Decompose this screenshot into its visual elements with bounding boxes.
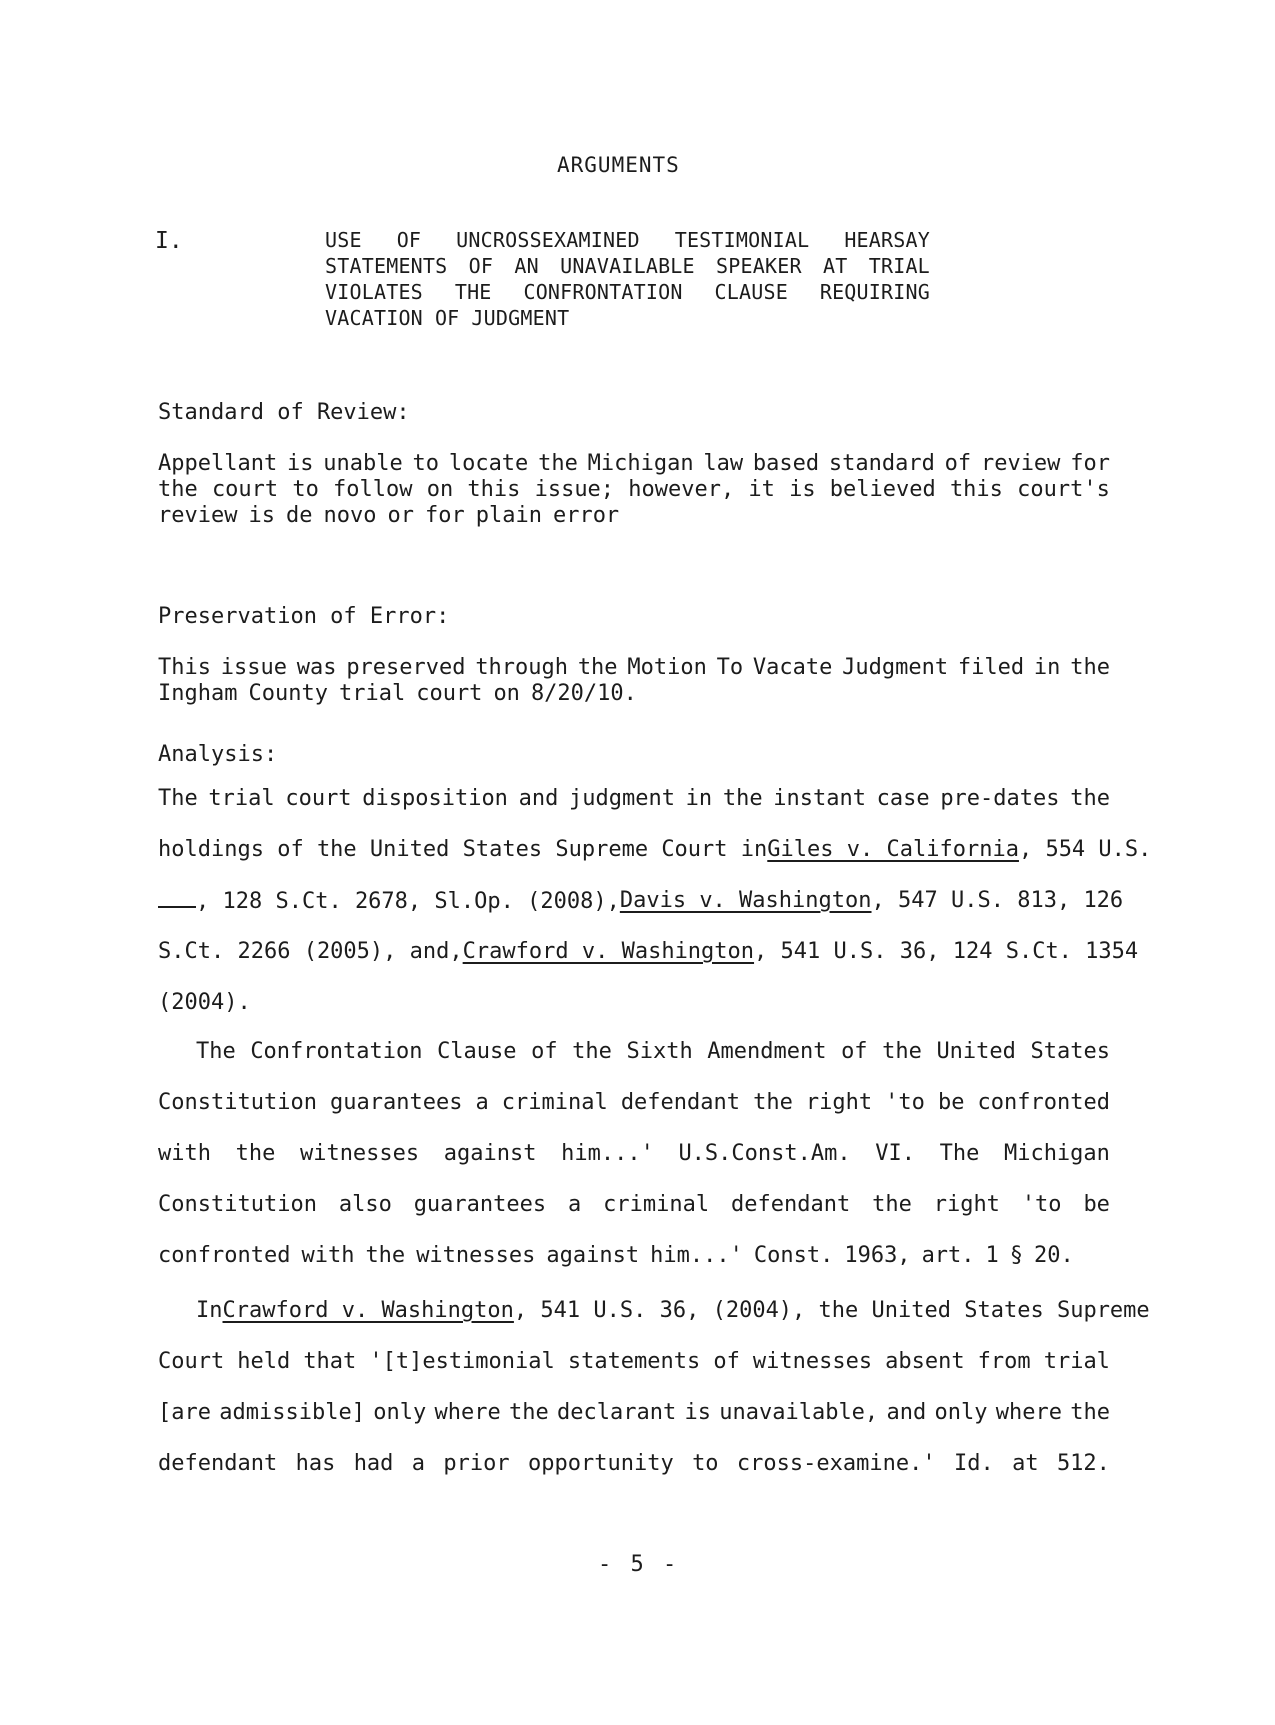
word: where [434,1400,501,1425]
word: on [493,681,520,706]
word: Sixth [626,1039,693,1064]
word: with [158,1141,211,1166]
word: novo [323,503,377,528]
text-segment: , 554 U.S. [1018,837,1152,862]
word: Court [158,1349,225,1374]
heading-line [325,279,930,305]
word: had [353,1451,394,1476]
text-line [158,888,1124,939]
word: de [285,503,313,528]
word: unavailable, [719,1400,879,1425]
heading-word: VIOLATES [325,280,423,304]
heading-word: STATEMENTS [325,254,448,278]
word: U.S.Const.Am. [678,1141,851,1166]
text-line [158,939,1139,990]
text-line [158,503,1110,529]
word: the [572,1039,612,1064]
heading-word: OF [434,306,460,330]
word: right [805,1090,873,1115]
word: confronted [977,1090,1110,1115]
text-segment: , 547 U.S. 813, 126 [871,888,1124,913]
heading-word: AN [514,254,539,278]
word: the [1070,786,1110,811]
word: to [692,1451,719,1476]
word: the [577,655,618,680]
word: Constitution [158,1192,317,1217]
text-line [158,451,1110,477]
word: the [1070,1400,1110,1425]
word: cross-examine.' [736,1451,936,1476]
word: trial [1043,1349,1110,1374]
word: Motion [627,655,707,680]
word: Ingham [158,681,238,706]
preservation-of-error-label: Preservation of Error: [158,604,450,629]
citation-blank [158,888,196,908]
heading-word: TESTIMONIAL [674,228,810,252]
word: VI. [875,1141,915,1166]
word: Appellant [158,451,278,476]
word: unable [323,451,403,476]
heading-word: SPEAKER [716,254,802,278]
word: was [296,655,337,680]
word: however, [628,477,735,502]
word: law [703,451,744,476]
analysis-paragraph-2 [158,1039,1110,1294]
word: preserved [346,655,466,680]
word: only [373,1400,427,1425]
standard-of-review-text [158,451,1110,529]
word: defendant [620,1090,741,1115]
word: the [235,1141,276,1166]
word: court [211,477,279,502]
case-citation-giles: Giles v. California [767,837,1019,862]
text-segment: , 128 S.Ct. 2678, Sl.Op. (2008), [196,889,620,914]
text-line [158,786,1110,837]
word: with [301,1243,355,1268]
text-segment: S.Ct. 2266 (2005), and, [158,939,463,964]
word: or [387,503,414,528]
word: at [1012,1451,1039,1476]
word: States [1030,1039,1110,1064]
word: the [365,1243,406,1268]
word: from [977,1349,1031,1374]
word: Michigan [587,451,694,476]
page-title: ARGUMENTS [557,153,680,177]
word: Confrontation [250,1039,423,1064]
word: pre-dates [940,786,1060,811]
word: The [158,786,198,811]
text-segment: , 541 U.S. 36, 124 S.Ct. 1354 [754,939,1139,964]
word: defendant [158,1451,278,1476]
analysis-paragraph-1 [158,786,1152,1041]
word: instant [773,786,866,811]
word: [are [158,1400,211,1425]
heading-word: THE [454,280,492,304]
word: for [1070,451,1110,476]
word: it [748,477,775,502]
word: Constitution [158,1090,317,1115]
word: disposition [362,786,508,811]
text-line [158,1192,1110,1243]
text-line [158,1243,1110,1294]
word: Amendment [707,1039,827,1064]
word: against [443,1141,537,1166]
word: of [944,451,972,476]
word: guarantees [413,1192,547,1217]
preservation-of-error-text [158,655,1110,707]
word: issue [220,655,287,680]
word: has [295,1451,336,1476]
word: Judgment [842,655,949,680]
heading-word: JUDGMENT [471,306,570,330]
word: and [886,1400,927,1425]
word: criminal [603,1192,710,1217]
word: 8/20/10. [530,681,637,706]
word: the [722,786,763,811]
word: of [713,1349,740,1374]
text-segment: holdings of the United States Supreme Court in [158,837,768,862]
word: be [1083,1192,1110,1217]
word: the [158,477,198,502]
word: 20. [1034,1243,1074,1268]
word: of [531,1039,558,1064]
word: issue; [534,477,615,502]
case-citation-crawford-2: Crawford v. Washington [222,1298,514,1323]
word: this [467,477,521,502]
word: Const. [753,1243,834,1268]
word: court's [1017,477,1110,502]
word: where [995,1400,1062,1425]
word: United [936,1039,1016,1064]
text-line [158,1298,1150,1349]
word: 1 [985,1243,999,1268]
word: witnesses [752,1349,873,1374]
word: be [937,1090,965,1115]
word: believed [829,477,936,502]
word: declarant [556,1400,677,1425]
word: criminal [501,1090,608,1115]
word: the [753,1090,793,1115]
word: standard [828,451,935,476]
word: statements [567,1349,701,1374]
word: of [841,1039,868,1064]
standard-of-review-label: Standard of Review: [158,400,410,425]
text-segment: (2004). [158,990,251,1015]
word: 512. [1056,1451,1110,1476]
word: the [872,1192,912,1217]
heading-word: REQUIRING [819,280,930,304]
word: 'to [1021,1192,1062,1217]
word: opportunity [528,1451,674,1476]
word: Id. [953,1451,994,1476]
word: prior [443,1451,510,1476]
text-line [158,1400,1110,1451]
word: § [1009,1243,1024,1268]
word: a [568,1192,582,1217]
case-citation-davis: Davis v. Washington [619,888,872,913]
text-line [158,655,1110,681]
word: in [685,786,713,811]
word: '[t]estimonial [369,1349,555,1374]
word: to [292,477,319,502]
word: court [285,786,352,811]
heading-word: UNAVAILABLE [560,254,695,278]
word: this [949,477,1003,502]
word: error [552,503,620,528]
text-line [158,1349,1110,1400]
heading-word: USE [325,228,362,252]
word: right [933,1192,1000,1217]
word: held [237,1349,291,1374]
word: To [716,655,744,680]
word: on [426,477,454,502]
heading-line [325,227,930,253]
text-line [158,837,1152,888]
issue-heading [325,227,930,331]
word: Michigan [1003,1141,1110,1166]
word: This [158,655,211,680]
word: court [416,681,483,706]
page-number: - 5 - [598,1552,680,1577]
word: review [158,503,238,528]
word: also [338,1192,392,1217]
text-line [158,681,1110,707]
heading-word: HEARSAY [844,228,930,252]
word: him...' [561,1141,654,1166]
heading-word: VACATION [325,306,423,330]
word: the [508,1400,549,1425]
word: County [248,681,328,706]
word: that [303,1349,357,1374]
word: locate [448,451,529,476]
word: case [876,786,930,811]
word: is [248,503,275,528]
word: filed [957,655,1025,680]
word: and [518,786,559,811]
word: is [789,477,816,502]
heading-word: TRIAL [868,254,930,278]
heading-word: OF [396,228,422,252]
word: is [287,451,314,476]
word: in [1033,655,1061,680]
word: only [934,1400,988,1425]
word: witnesses [299,1141,420,1166]
text-line [158,1451,1110,1502]
text-line [158,990,1110,1041]
heading-word: UNCROSSEXAMINED [456,228,640,252]
word: the [538,451,578,476]
case-citation-crawford: Crawford v. Washington [462,939,755,964]
analysis-label: Analysis: [158,742,278,767]
word: a [475,1090,489,1115]
word: absent [885,1349,965,1374]
word: guarantees [330,1090,463,1115]
word: him...' [650,1243,743,1268]
heading-word: CONFRONTATION [523,280,683,304]
issue-number: I. [155,228,183,254]
word: The [196,1039,236,1064]
text-line [158,1141,1110,1192]
word: against [546,1243,640,1268]
heading-word: OF [468,254,494,278]
word: the [1070,655,1110,680]
heading-word: CLAUSE [714,280,788,304]
word: trial [208,786,275,811]
text-line [158,1039,1110,1090]
analysis-paragraph-3 [158,1298,1150,1502]
word: through [475,655,569,680]
word: based [752,451,820,476]
word: review [980,451,1061,476]
heading-line [325,305,930,331]
text-segment: In [196,1298,223,1323]
text-line [158,1090,1110,1141]
word: confronted [158,1243,291,1268]
word: for [424,503,465,528]
text-line [158,477,1110,503]
word: to [412,451,440,476]
word: witnesses [416,1243,536,1268]
word: The [939,1141,980,1166]
word: is [684,1400,711,1425]
heading-line [325,253,930,279]
word: judgment [569,786,675,811]
word: defendant [730,1192,851,1217]
text-segment: , 541 U.S. 36, (2004), the United States Supreme [513,1298,1150,1323]
word: Clause [437,1039,517,1064]
word: trial [338,681,406,706]
word: the [882,1039,922,1064]
word: a [411,1451,426,1476]
word: plain [475,503,542,528]
word: 'to [885,1090,925,1115]
word: follow [333,477,413,502]
word: Vacate [752,655,833,680]
word: admissible] [219,1400,365,1425]
word: art. [921,1243,975,1268]
word: 1963, [844,1243,911,1268]
heading-word: AT [822,254,848,278]
